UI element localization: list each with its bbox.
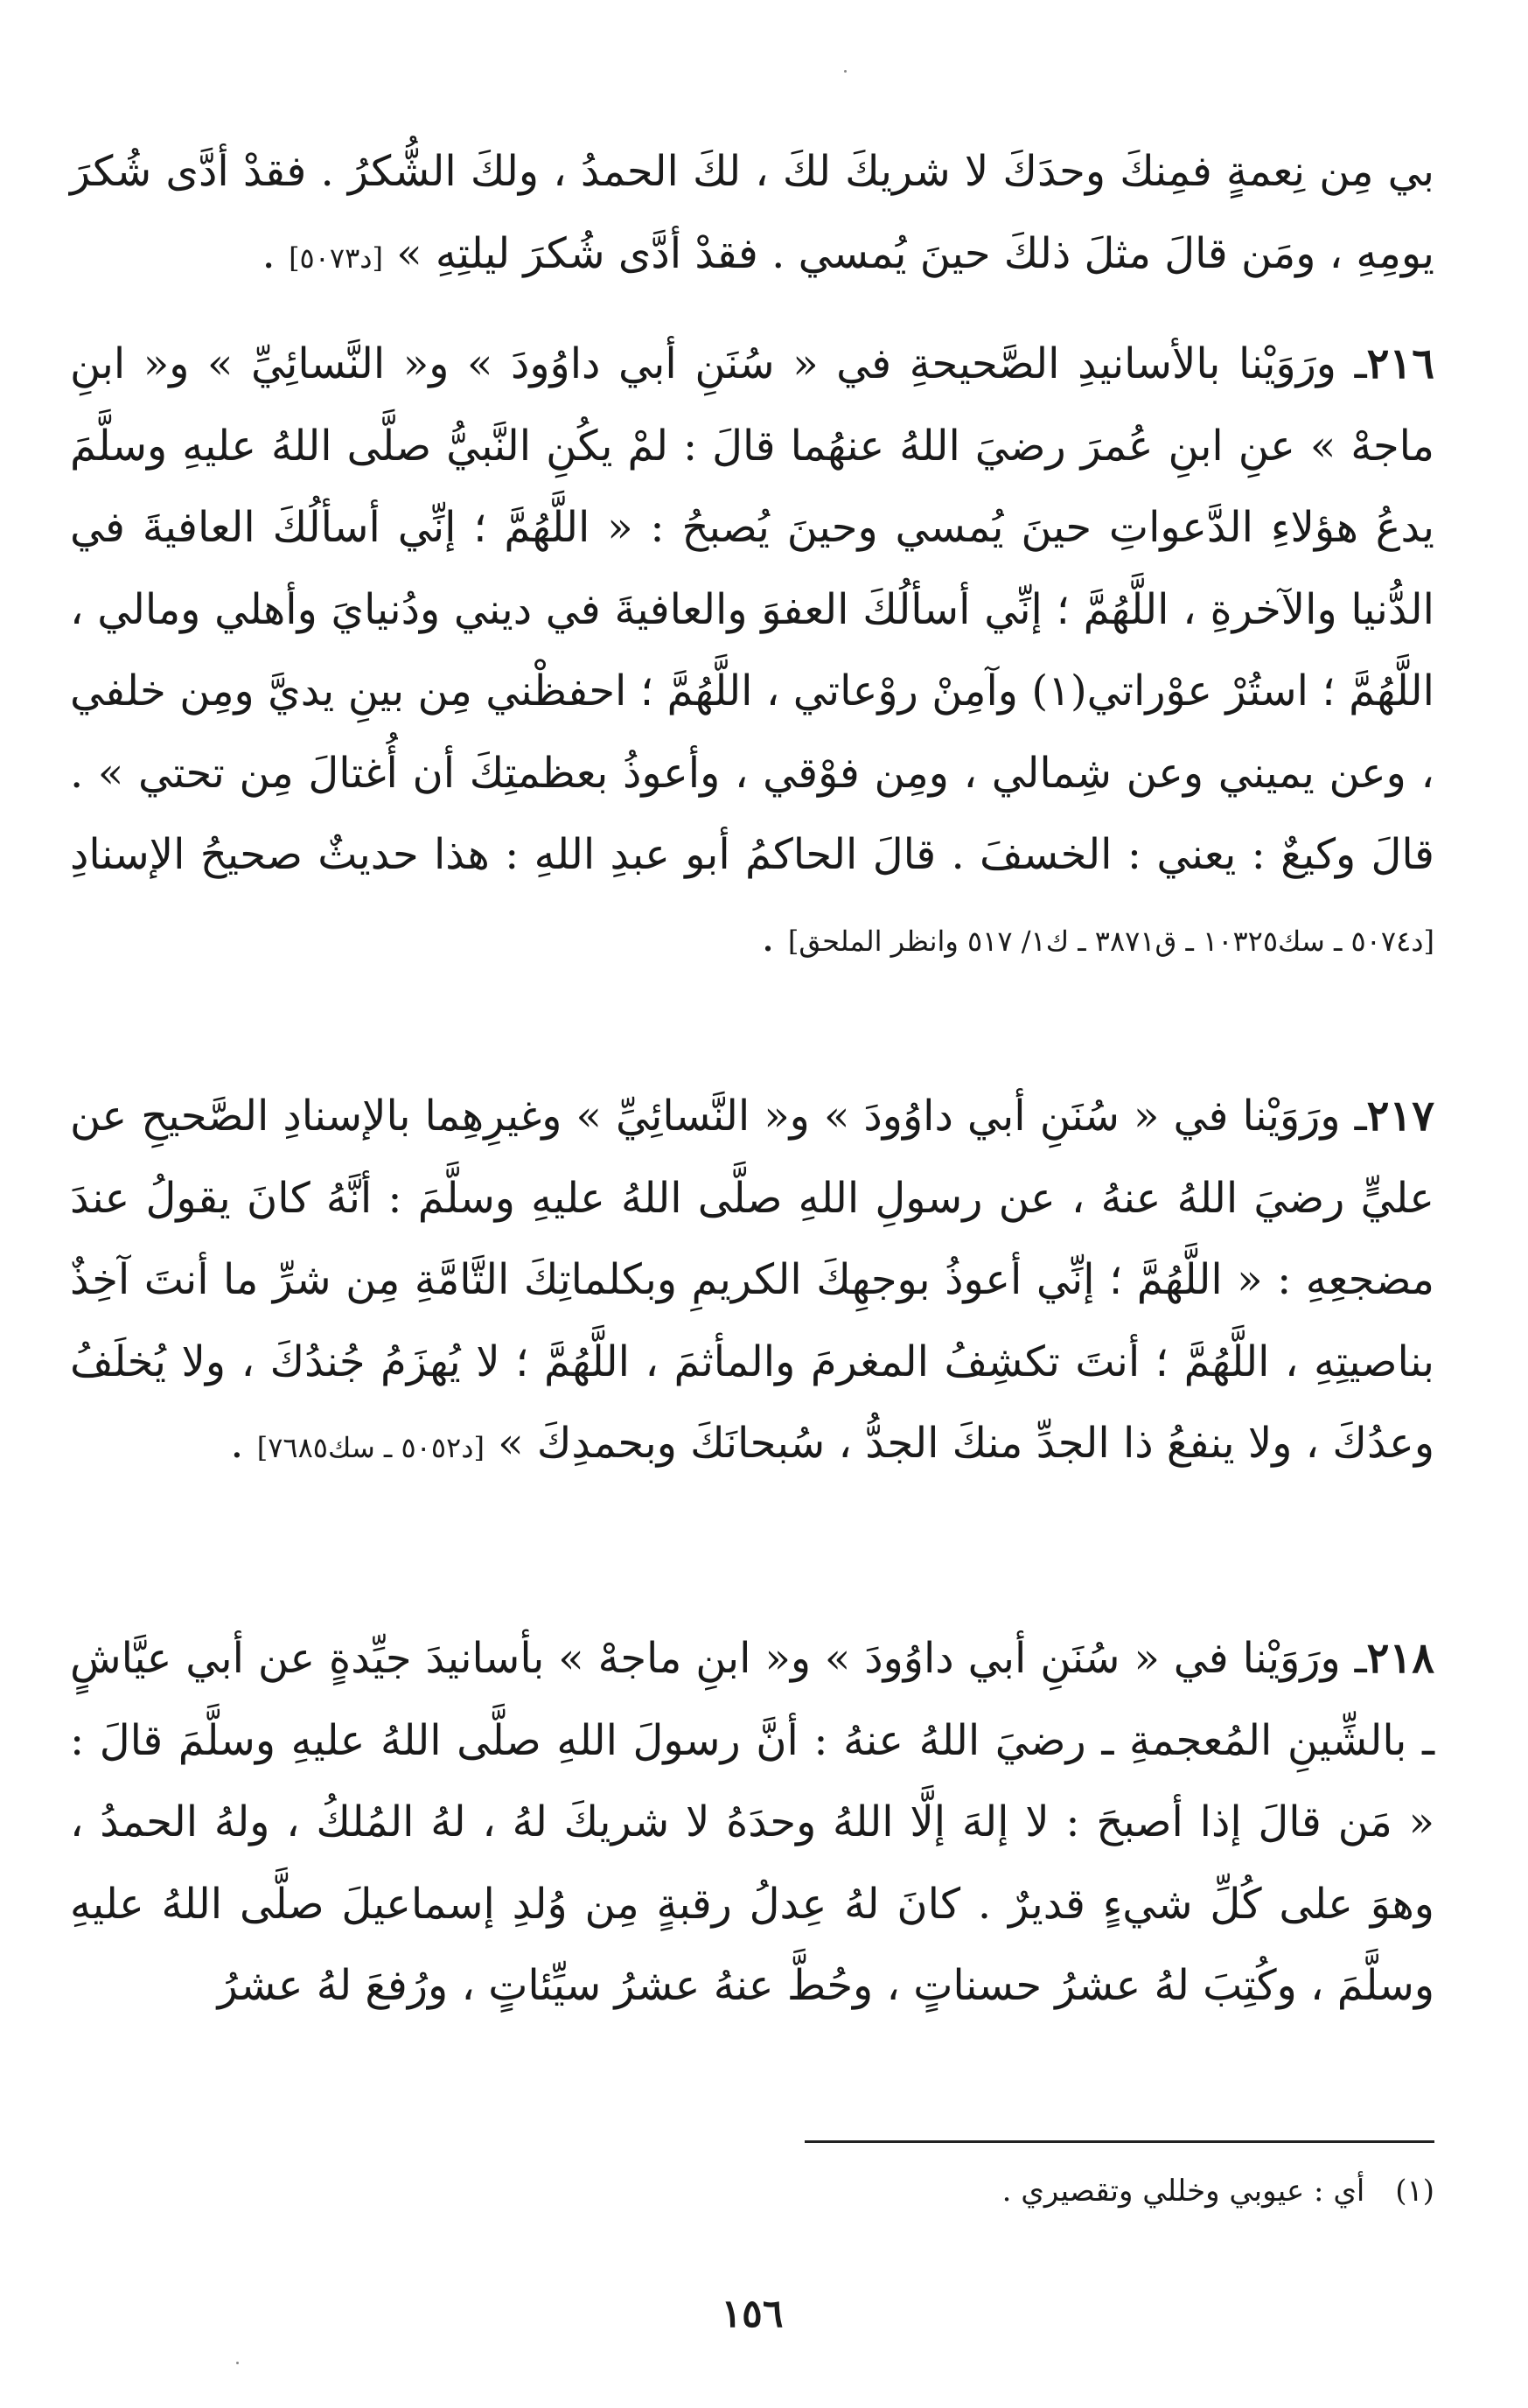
hadith-dash: ـ [1354,339,1367,388]
paragraph-text: ورَوَيْنا بالأسانيدِ الصَّحيحةِ في « سُنَنِ أبي داوُودَ » و« النَّسائِيِّ » و« ابنِ ماجهْ » عنِ ابنِ عُمرَ رضيَ اللهُ عنهُما قالَ : لمْ يكُنِ النَّبيُّ صلَّى اللهُ عليهِ وسلَّمَ يدعُ هؤلاءِ الدَّعواتِ حينَ يُمسي وحينَ يُصبحُ : « اللَّهُمَّ ؛ إنِّي أسألُكَ العافيةَ في الدُّنيا والآخرةِ ، اللَّهُمَّ ؛ إنِّي أسألُكَ العفوَ والعافيةَ في ديني ودُنيايَ وأهلي ومالي ، اللَّهُمَّ ؛ استُرْ عوْراتي(١) وآمِنْ روْعاتي ، اللَّهُمَّ ؛ احفظْني مِن بينِ يديَّ ومِن خلفي ، وعن يميني وعن شِمالي ، ومِن فوْقي ، وأعوذُ بعظمتِكَ أن أُغتالَ مِن تحتي » . قالَ وكيعٌ : يعني : الخسفَ . قالَ الحاكمُ أبو عبدِ اللهِ : هذا حديثٌ صحيحُ الإسنادِ [70,339,1434,879]
scan-speck [236,2362,239,2364]
hadith-paragraph [70,324,1434,1067]
hadith-paragraph [70,1618,1434,2108]
hadith-dash: ـ [1354,1634,1367,1683]
paragraph-text: ورَوَيْنا في « سُنَنِ أبي داوُودَ » و« ابنِ ماجهْ » بأسانيدَ جيِّدةٍ عن أبي عيَّاشٍ ـ بالشِّينِ المُعجمةِ ـ رضيَ اللهُ عنهُ : أنَّ رسولَ اللهِ صلَّى اللهُ عليهِ وسلَّمَ قالَ : « مَن قالَ إذا أصبحَ : لا إلهَ إلَّا اللهُ وحدَهُ لا شريكَ لهُ ، لهُ المُلكُ ، ولهُ الحمدُ ، وهوَ على كُلِّ شيءٍ قديرٌ . كانَ لهُ عِدلُ رقبةٍ مِن وُلدِ إسماعيلَ صلَّى اللهُ عليهِ وسلَّمَ ، وكُتِبَ لهُ عشرُ حسناتٍ ، وحُطَّ عنهُ عشرُ سيِّئاتٍ ، ورُفعَ لهُ عشرُ [70,1634,1434,2010]
footnote-number: (١) [1395,2174,1434,2209]
paragraph-continuation [70,131,1434,315]
footnote-divider [805,2140,1434,2143]
paragraph-text: ورَوَيْنا في « سُنَنِ أبي داوُودَ » و« النَّسائِيِّ » وغيرِهِما بالإسنادِ الصَّحيحِ عن عليٍّ رضيَ اللهُ عنهُ ، عن رسولِ اللهِ صلَّى اللهُ عليهِ وسلَّمَ : أنَّهُ كانَ يقولُ عندَ مضجعِهِ : « اللَّهُمَّ ؛ إنِّي أعوذُ بوجهِكَ الكريمِ وبكلماتِكَ التَّامَّةِ مِن شرِّ ما أنتَ آخِذٌ بناصيتِهِ ، اللَّهُمَّ ؛ أنتَ تكشِفُ المغرمَ والمأثمَ ، اللَّهُمَّ ؛ لا يُهزَمُ جُندُكَ ، ولا يُخلَفُ وعدُكَ ، ولا ينفعُ ذا الجدِّ منكَ الجدُّ ، سُبحانَكَ وبحمدِكَ » [70,1092,1434,1468]
hadith-dash: ـ [1354,1092,1367,1141]
source-reference: [د٥٠٥٢ ـ سك٧٦٨٥] [256,1431,485,1464]
paragraph-text: بي مِن نِعمةٍ فمِنكَ وحدَكَ لا شريكَ لكَ ، لكَ الحمدُ ، ولكَ الشُّكرُ . فقدْ أدَّى شُكرَ يومِهِ ، ومَن قالَ مثلَ ذلكَ حينَ يُمسي . فقدْ أدَّى شُكرَ ليلتِهِ » [70,147,1434,278]
page-number: ١٥٦ [721,2292,784,2336]
hadith-number: ٢١٨ [1366,1634,1434,1683]
hadith-paragraph [70,1076,1434,1601]
paragraph-end: . [262,228,290,278]
hadith-number: ٢١٧ [1366,1092,1434,1141]
hadith-number: ٢١٦ [1366,339,1434,388]
book-page [70,131,1434,2335]
paragraph-end: . [230,1419,257,1468]
footnote-text: أي : عيوبي وخللي وتقصيري . [1001,2174,1365,2209]
paragraph-end: . [761,911,788,961]
footnote [1002,2169,1434,2213]
source-reference: [د٥٠٧٤ ـ سك١٠٣٢٥ ـ ق٣٨٧١ ـ ك١/ ٥١٧ وانظر الملحق] [787,924,1434,958]
source-reference: [د٥٠٧٣] [289,241,384,275]
scan-speck [844,70,847,73]
